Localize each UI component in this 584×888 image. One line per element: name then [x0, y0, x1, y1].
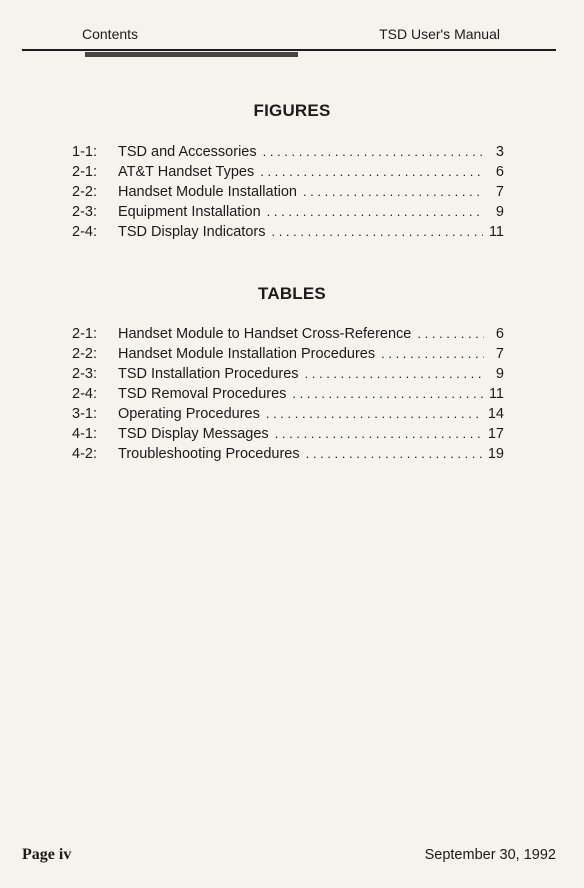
list-item — [72, 344, 504, 364]
list-item — [72, 424, 504, 444]
header-manual-title: TSD User's Manual — [379, 26, 500, 42]
figures-heading: FIGURES — [253, 101, 331, 120]
dot-leader — [271, 222, 482, 242]
entry-page: 14 — [487, 406, 504, 422]
list-item — [72, 182, 504, 202]
entry-title: TSD and Accessories — [118, 144, 257, 160]
tables-heading: TABLES — [258, 284, 326, 303]
entry-number: 4-2: — [72, 446, 97, 462]
entry-number: 2-4: — [72, 224, 97, 240]
list-item — [72, 364, 504, 384]
entry-number: 1-1: — [72, 144, 97, 160]
dot-leader — [263, 142, 484, 162]
entry-page: 11 — [488, 386, 504, 402]
entry-page: 7 — [495, 346, 504, 362]
entry-title: TSD Removal Procedures — [118, 386, 287, 402]
entry-title: Equipment Installation — [118, 204, 261, 220]
entry-title: Operating Procedures — [118, 406, 260, 422]
list-item — [72, 384, 504, 404]
entry-title: Handset Module Installation — [118, 184, 297, 200]
entry-page: 19 — [487, 446, 504, 462]
dot-leader — [275, 424, 482, 444]
list-item — [72, 404, 504, 424]
entry-page: 11 — [488, 224, 504, 240]
header-rule-shadow — [85, 52, 298, 57]
entry-number: 2-3: — [72, 204, 97, 220]
entry-number: 3-1: — [72, 406, 97, 422]
list-item — [72, 162, 504, 182]
entry-title: TSD Installation Procedures — [118, 366, 299, 382]
entry-page: 9 — [495, 204, 504, 220]
dot-leader — [381, 344, 484, 364]
entry-page: 6 — [495, 326, 504, 342]
entry-number: 2-4: — [72, 386, 97, 402]
figures-list — [72, 142, 504, 242]
entry-number: 2-1: — [72, 326, 97, 342]
entry-page: 6 — [495, 164, 504, 180]
header-section-name: Contents — [82, 26, 139, 42]
dot-leader — [260, 162, 484, 182]
publication-date: September 30, 1992 — [424, 847, 556, 863]
tables-list — [72, 324, 504, 464]
list-item — [72, 324, 504, 344]
list-item — [72, 142, 504, 162]
entry-page: 7 — [495, 184, 504, 200]
list-item — [72, 444, 504, 464]
dot-leader — [303, 182, 484, 202]
entry-title: Handset Module to Handset Cross-Reference — [118, 326, 412, 342]
entry-title: TSD Display Messages — [118, 426, 269, 442]
entry-number: 2-3: — [72, 366, 97, 382]
list-item — [72, 202, 504, 222]
entry-page: 17 — [487, 426, 504, 442]
dot-leader — [305, 364, 484, 384]
dot-leader — [417, 324, 484, 344]
list-item — [72, 222, 504, 242]
header-rule — [22, 49, 556, 51]
dot-leader — [306, 444, 482, 464]
entry-title: TSD Display Indicators — [118, 224, 266, 240]
dot-leader — [292, 384, 483, 404]
dot-leader — [267, 202, 484, 222]
entry-page: 3 — [495, 144, 504, 160]
entry-title: Troubleshooting Procedures — [118, 446, 300, 462]
entry-title: AT&T Handset Types — [118, 164, 255, 180]
entry-number: 2-2: — [72, 184, 97, 200]
dot-leader — [266, 404, 482, 424]
entry-number: 2-2: — [72, 346, 97, 362]
entry-number: 4-1: — [72, 426, 97, 442]
page-number: Page iv — [22, 846, 72, 863]
entry-title: Handset Module Installation Procedures — [118, 346, 376, 362]
entry-page: 9 — [495, 366, 504, 382]
entry-number: 2-1: — [72, 164, 97, 180]
